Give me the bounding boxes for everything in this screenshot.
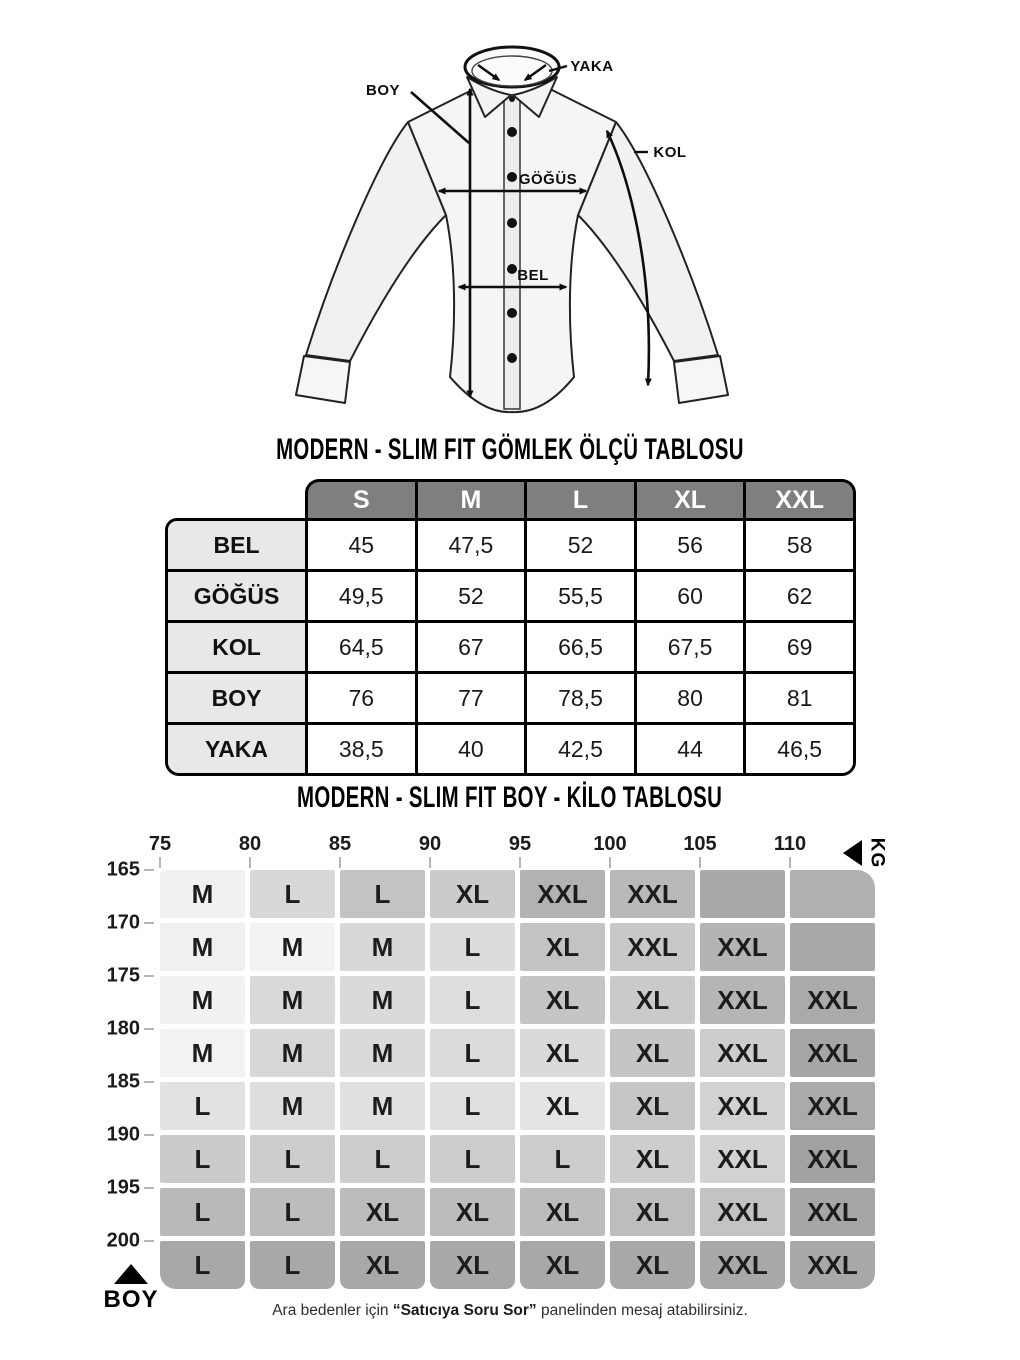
matrix-cell: XXL	[700, 1188, 785, 1236]
size-table-header-row	[305, 479, 856, 518]
kg-axis-tick	[519, 857, 521, 868]
kg-axis-label: 80	[238, 833, 262, 855]
size-table-title-text: MODERN - SLIM FIT GÖMLEK ÖLÇÜ TABLOSU	[276, 433, 744, 466]
height-weight-matrix	[160, 870, 875, 1289]
matrix-cell: XL	[520, 1188, 605, 1236]
size-row-label: YAKA	[168, 725, 308, 773]
matrix-cell: M	[340, 923, 425, 971]
height-axis-tick	[144, 1134, 154, 1136]
matrix-title	[0, 781, 1020, 815]
kg-axis-label: 75	[148, 833, 172, 855]
size-table	[165, 518, 856, 776]
matrix-cell: M	[340, 976, 425, 1024]
size-value-cell: 42,5	[524, 725, 634, 773]
matrix-cell: L	[250, 1135, 335, 1183]
height-axis-tick	[144, 1240, 154, 1242]
size-value-cell: 64,5	[308, 623, 415, 671]
size-value-cell: 66,5	[524, 623, 634, 671]
matrix-cell: L	[250, 1188, 335, 1236]
shirt-measurement-diagram	[270, 25, 744, 433]
height-axis-tick	[144, 975, 154, 977]
matrix-cell: M	[340, 1029, 425, 1077]
matrix-cell: XL	[430, 1241, 515, 1289]
matrix-cell: L	[250, 870, 335, 918]
matrix-cell: XL	[610, 976, 695, 1024]
size-value-cell: 80	[634, 674, 744, 722]
matrix-cell: XXL	[700, 1241, 785, 1289]
matrix-cell: XL	[340, 1188, 425, 1236]
matrix-cell: L	[160, 1188, 245, 1236]
boy-label: BOY	[365, 82, 401, 99]
matrix-cell: L	[430, 976, 515, 1024]
size-value-cell: 81	[743, 674, 853, 722]
bel-label: BEL	[517, 267, 549, 284]
matrix-cell: XXL	[790, 1241, 875, 1289]
size-value-cell: 77	[415, 674, 525, 722]
size-value-cell: 44	[634, 725, 744, 773]
size-value-cell: 62	[743, 572, 853, 620]
size-row-label: BOY	[168, 674, 308, 722]
matrix-cell: M	[160, 976, 245, 1024]
shirt-right-cuff	[674, 356, 728, 403]
height-axis-label: 200	[106, 1229, 140, 1252]
matrix-cell: XL	[610, 1241, 695, 1289]
size-value-cell: 38,5	[308, 725, 415, 773]
size-value-cell: 58	[743, 521, 853, 569]
matrix-cell: XL	[610, 1135, 695, 1183]
size-value-cell: 52	[415, 572, 525, 620]
matrix-cell: M	[250, 1082, 335, 1130]
matrix-cell: XL	[520, 976, 605, 1024]
size-value-cell: 40	[415, 725, 525, 773]
matrix-cell: XXL	[790, 976, 875, 1024]
matrix-cell: L	[520, 1135, 605, 1183]
height-axis	[90, 858, 160, 1295]
matrix-cell: L	[430, 1135, 515, 1183]
size-table-row	[168, 722, 853, 773]
kg-axis-tick	[249, 857, 251, 868]
matrix-cell: XXL	[790, 1135, 875, 1183]
size-column-header: M	[415, 482, 525, 518]
matrix-cell: XL	[610, 1029, 695, 1077]
size-row-label: KOL	[168, 623, 308, 671]
kg-axis	[148, 833, 875, 867]
size-table-row	[168, 569, 853, 620]
matrix-cell: M	[160, 870, 245, 918]
matrix-title-text: MODERN - SLIM FIT BOY - KİLO TABLOSU	[297, 781, 723, 814]
size-value-cell: 52	[524, 521, 634, 569]
matrix-cell: M	[160, 1029, 245, 1077]
kg-axis-tick	[429, 857, 431, 868]
matrix-cell: L	[430, 1029, 515, 1077]
matrix-cell: XXL	[790, 1188, 875, 1236]
size-value-cell: 76	[308, 674, 415, 722]
size-row-label: BEL	[168, 521, 308, 569]
footer-note-prefix: Ara bedenler için	[272, 1302, 393, 1319]
matrix-cell: M	[340, 1082, 425, 1130]
size-value-cell: 45	[308, 521, 415, 569]
kg-axis-label: 85	[328, 833, 352, 855]
kg-axis-tick	[339, 857, 341, 868]
matrix-cell: L	[160, 1082, 245, 1130]
size-column-header: L	[524, 482, 634, 518]
size-value-cell: 69	[743, 623, 853, 671]
height-axis-tick	[144, 1028, 154, 1030]
height-axis-tick	[144, 922, 154, 924]
height-axis-label: 170	[106, 911, 140, 934]
height-axis-label: 185	[106, 1070, 140, 1093]
matrix-cell: M	[160, 923, 245, 971]
size-table-row	[168, 671, 853, 722]
matrix-cell: XXL	[520, 870, 605, 918]
height-axis-label: 180	[106, 1017, 140, 1040]
matrix-cell: XL	[520, 1241, 605, 1289]
height-axis-label: 165	[106, 858, 140, 881]
matrix-cell: L	[160, 1135, 245, 1183]
size-value-cell: 47,5	[415, 521, 525, 569]
size-value-cell: 60	[634, 572, 744, 620]
size-column-header: S	[352, 485, 370, 514]
matrix-cell: XL	[610, 1082, 695, 1130]
matrix-cell: XXL	[790, 1082, 875, 1130]
size-value-cell: 49,5	[308, 572, 415, 620]
matrix-cell: L	[340, 1135, 425, 1183]
matrix-cell: XXL	[790, 1029, 875, 1077]
matrix-cell: L	[160, 1241, 245, 1289]
matrix-cell: M	[250, 1029, 335, 1077]
kg-axis-label: 100	[593, 833, 627, 855]
up-triangle-icon	[114, 1264, 148, 1284]
kg-axis-tick	[699, 857, 701, 868]
matrix-cell: XXL	[700, 1082, 785, 1130]
size-value-cell: 67,5	[634, 623, 744, 671]
matrix-cell: XL	[430, 870, 515, 918]
height-axis-tick	[144, 1081, 154, 1083]
matrix-cell: XL	[520, 1029, 605, 1077]
size-column-header: XL	[634, 482, 744, 518]
matrix-cell: XXL	[700, 976, 785, 1024]
boy-axis-unit: BOY	[103, 1286, 159, 1313]
matrix-cell: XXL	[610, 923, 695, 971]
matrix-cell: M	[250, 976, 335, 1024]
size-value-cell: 46,5	[743, 725, 853, 773]
kg-axis-label: 105	[683, 833, 717, 855]
size-column-header: XXL	[743, 482, 853, 518]
kol-label: KOL	[653, 144, 687, 161]
footer-note	[0, 1302, 1020, 1320]
matrix-cell: L	[430, 1082, 515, 1130]
left-triangle-icon	[843, 840, 862, 866]
kg-axis-label: 110	[773, 833, 807, 855]
matrix-cell	[700, 870, 785, 918]
matrix-cell: XXL	[700, 1029, 785, 1077]
height-axis-tick	[144, 869, 154, 871]
size-value-cell: 78,5	[524, 674, 634, 722]
kg-axis-legend	[843, 836, 892, 870]
matrix-cell: XXL	[700, 923, 785, 971]
kg-axis-tick	[159, 857, 161, 868]
matrix-cell: XXL	[700, 1135, 785, 1183]
kg-axis-tick	[609, 857, 611, 868]
matrix-cell: XXL	[610, 870, 695, 918]
kg-axis-tick	[789, 857, 791, 868]
size-table-row	[168, 521, 853, 569]
matrix-cell: L	[430, 923, 515, 971]
yaka-label: YAKA	[570, 58, 614, 75]
footer-note-bold: “Satıcıya Soru Sor”	[392, 1302, 537, 1319]
kg-axis-unit: KG	[866, 837, 888, 869]
matrix-cell: XL	[520, 923, 605, 971]
kg-axis-label: 90	[418, 833, 442, 855]
height-axis-label: 175	[106, 964, 140, 987]
matrix-cell: L	[250, 1241, 335, 1289]
kg-axis-label: 95	[508, 833, 532, 855]
matrix-cell: M	[250, 923, 335, 971]
height-axis-label: 190	[106, 1123, 140, 1146]
matrix-cell: XL	[610, 1188, 695, 1236]
size-table-row	[168, 620, 853, 671]
size-value-cell: 67	[415, 623, 525, 671]
size-table-title	[0, 433, 1020, 467]
height-axis-label: 195	[106, 1176, 140, 1199]
matrix-cell: XL	[520, 1082, 605, 1130]
matrix-cell: L	[340, 870, 425, 918]
height-axis-tick	[144, 1187, 154, 1189]
shirt-left-cuff	[296, 356, 350, 403]
matrix-cell	[790, 870, 875, 918]
footer-note-suffix: panelinden mesaj atabilirsiniz.	[536, 1302, 748, 1319]
matrix-cell: XL	[340, 1241, 425, 1289]
size-row-label: GÖĞÜS	[168, 572, 308, 620]
size-value-cell: 56	[634, 521, 744, 569]
matrix-cell	[790, 923, 875, 971]
gogus-label: GÖĞÜS	[518, 171, 578, 188]
matrix-cell: XL	[430, 1188, 515, 1236]
size-value-cell: 55,5	[524, 572, 634, 620]
